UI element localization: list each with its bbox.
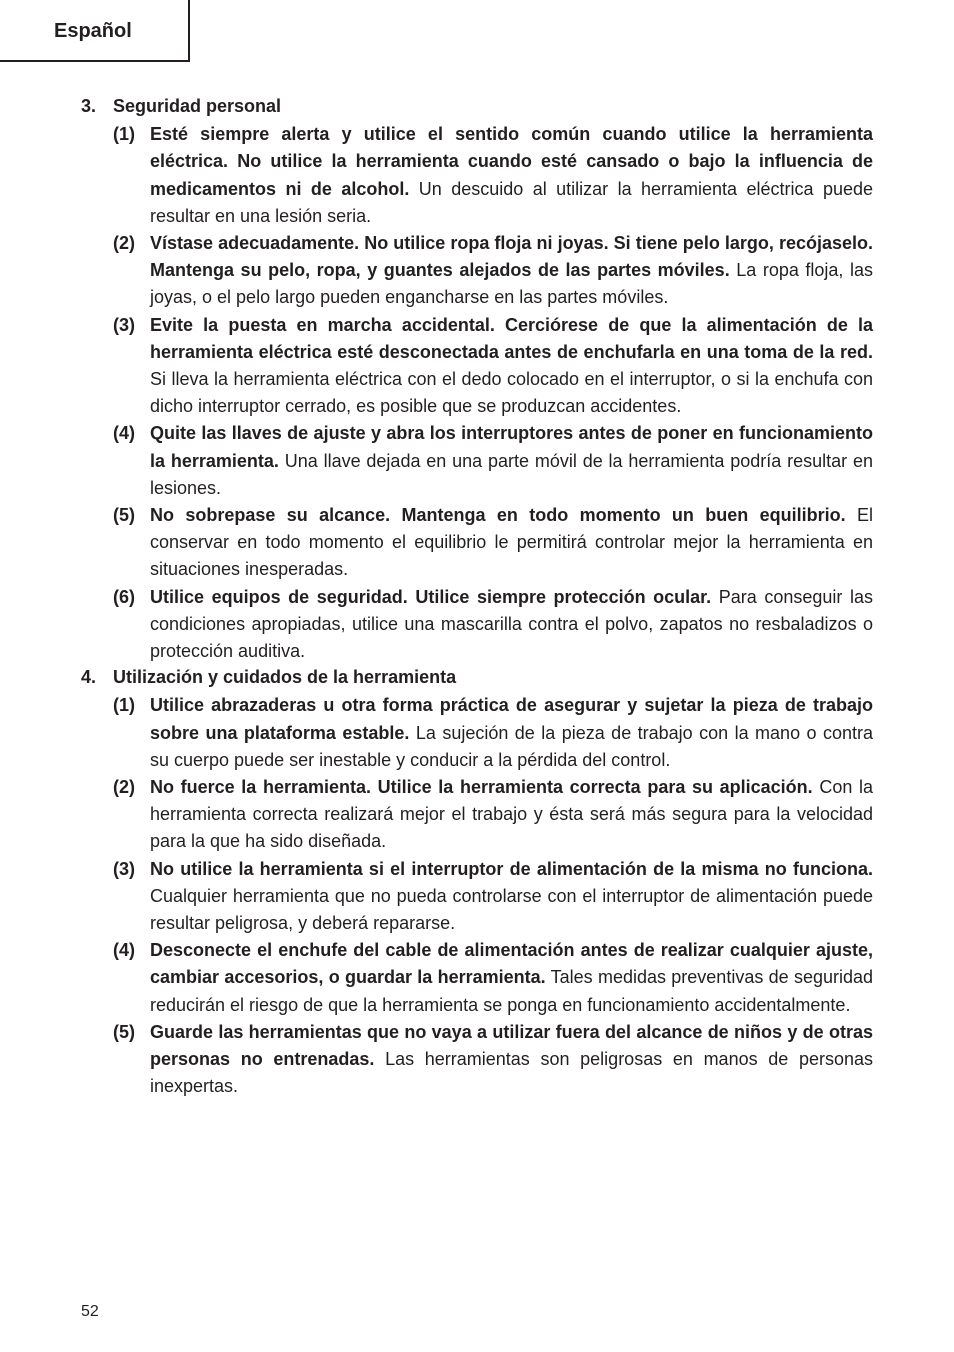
list-item xyxy=(0,230,954,312)
item-number: (5) xyxy=(113,505,135,526)
item-number: (1) xyxy=(113,124,135,145)
page-content xyxy=(0,94,954,1100)
list-item xyxy=(0,502,954,584)
list-item xyxy=(0,420,954,502)
item-number: (5) xyxy=(113,1021,135,1042)
list-item xyxy=(0,692,954,774)
language-tab xyxy=(0,0,190,62)
item-body-text: Tales medidas preventivas de seguridad reducirán el riesgo de que la herramienta se ponga en funcionamiento accidentalmente. xyxy=(150,967,873,1015)
item-body-text: Una llave dejada en una parte móvil de la herramienta podría resultar en lesiones. xyxy=(150,450,873,498)
item-number: (6) xyxy=(113,586,135,607)
item-bold-text: Utilice equipos de seguridad. Utilice siempre protección ocular. xyxy=(150,586,712,607)
item-number: (2) xyxy=(113,233,135,253)
item-body-text: Un descuido al utilizar la herramienta eléctrica puede resultar en una lesión seria. xyxy=(150,178,873,226)
item-text xyxy=(150,312,873,421)
item-bold-text: Utilice abrazaderas u otra forma práctica de asegurar y sujetar la pieza de trabajo sobre una plataforma estable. xyxy=(150,695,873,743)
item-number: (1) xyxy=(113,695,135,716)
item-bold-text: No fuerce la herramienta. Utilice la herramienta correcta para su aplicación. xyxy=(150,777,813,798)
section-title: Seguridad personal xyxy=(113,96,282,116)
list-item xyxy=(0,774,954,856)
item-bold-text: No sobrepase su alcance. Mantenga en todo momento un buen equilibrio. xyxy=(150,505,846,526)
item-number: (3) xyxy=(113,314,135,335)
item-bold-text: Evite la puesta en marcha accidental. Cerciórese de que la alimentación de la herramienta eléctrica esté desconectada antes de enchufarla en una toma de la red. xyxy=(150,314,873,362)
item-bold-text: Quite las llaves de ajuste y abra los interruptores antes de poner en funcionamiento la herramienta. xyxy=(150,423,873,471)
list-item xyxy=(0,937,954,1019)
list-item xyxy=(0,584,954,666)
item-text xyxy=(150,420,873,502)
item-text xyxy=(150,692,873,774)
item-body-text: La ropa floja, las joyas, o el pelo largo pueden engancharse en las partes móviles. xyxy=(150,260,873,308)
list-item xyxy=(0,1019,954,1101)
item-number: (2) xyxy=(113,777,135,798)
item-bold-text: No utilice la herramienta si el interruptor de alimentación de la misma no funciona. xyxy=(150,858,873,879)
item-body-text: Con la herramienta correcta realizará mejor el trabajo y ésta será más segura para la velocidad para la que ha sido diseñada. xyxy=(150,777,873,852)
section-number: 4. xyxy=(81,667,97,688)
item-text xyxy=(150,584,873,666)
item-text xyxy=(150,230,873,312)
item-bold-text: Vístase adecuadamente. No utilice ropa floja ni joyas. Si tiene pelo largo, recójaselo. Mantenga su pelo, ropa, y guantes alejados de las partes móviles. xyxy=(150,233,873,281)
list-item xyxy=(0,856,954,938)
item-text xyxy=(150,121,873,230)
item-text xyxy=(150,937,873,1019)
list-item xyxy=(0,121,954,230)
item-body-text: El conservar en todo momento el equilibrio le permitirá controlar mejor la herramienta en situaciones inesperadas. xyxy=(150,505,873,580)
section-heading xyxy=(0,665,954,692)
language-label: Español xyxy=(54,20,132,42)
item-bold-text: Guarde las herramientas que no vaya a utilizar fuera del alcance de niños y de otras personas no entrenadas. xyxy=(150,1021,873,1070)
item-number: (4) xyxy=(113,423,135,444)
item-body-text: Cualquier herramienta que no pueda controlarse con el interruptor de alimentación puede resultar peligrosa, y deberá repararse. xyxy=(150,885,873,934)
item-body-text: Para conseguir las condiciones apropiadas, utilice una mascarilla contra el polvo, zapatos no resbaladizos o protección auditiva. xyxy=(150,586,873,662)
item-number: (4) xyxy=(113,940,135,961)
list-item xyxy=(0,312,954,421)
item-text xyxy=(150,856,873,938)
item-body-text: La sujeción de la pieza de trabajo con la mano o contra su cuerpo puede ser inestable y conducir a la pérdida del control. xyxy=(150,722,873,770)
item-number: (3) xyxy=(113,858,135,879)
item-text xyxy=(150,774,873,856)
item-bold-text: Desconecte el enchufe del cable de alimentación antes de realizar cualquier ajuste, cambiar accesorios, o guardar la herramienta. xyxy=(150,940,873,988)
item-body-text: Las herramientas son peligrosas en manos de personas inexpertas. xyxy=(150,1049,873,1097)
section-title: Utilización y cuidados de la herramienta xyxy=(113,667,457,688)
page-number: 52 xyxy=(81,1303,99,1320)
item-text xyxy=(150,1019,873,1101)
section-number: 3. xyxy=(81,96,97,116)
section-heading xyxy=(0,94,954,121)
item-body-text: Si lleva la herramienta eléctrica con el dedo colocado en el interruptor, o si la enchufa con dicho interruptor cerrado, es posible que se produzcan accidentes. xyxy=(150,369,873,417)
item-bold-text: Esté siempre alerta y utilice el sentido común cuando utilice la herramienta eléctrica. No utilice la herramienta cuando esté cansado o bajo la influencia de medicamentos ni de alcohol. xyxy=(150,124,873,199)
item-text xyxy=(150,502,873,584)
